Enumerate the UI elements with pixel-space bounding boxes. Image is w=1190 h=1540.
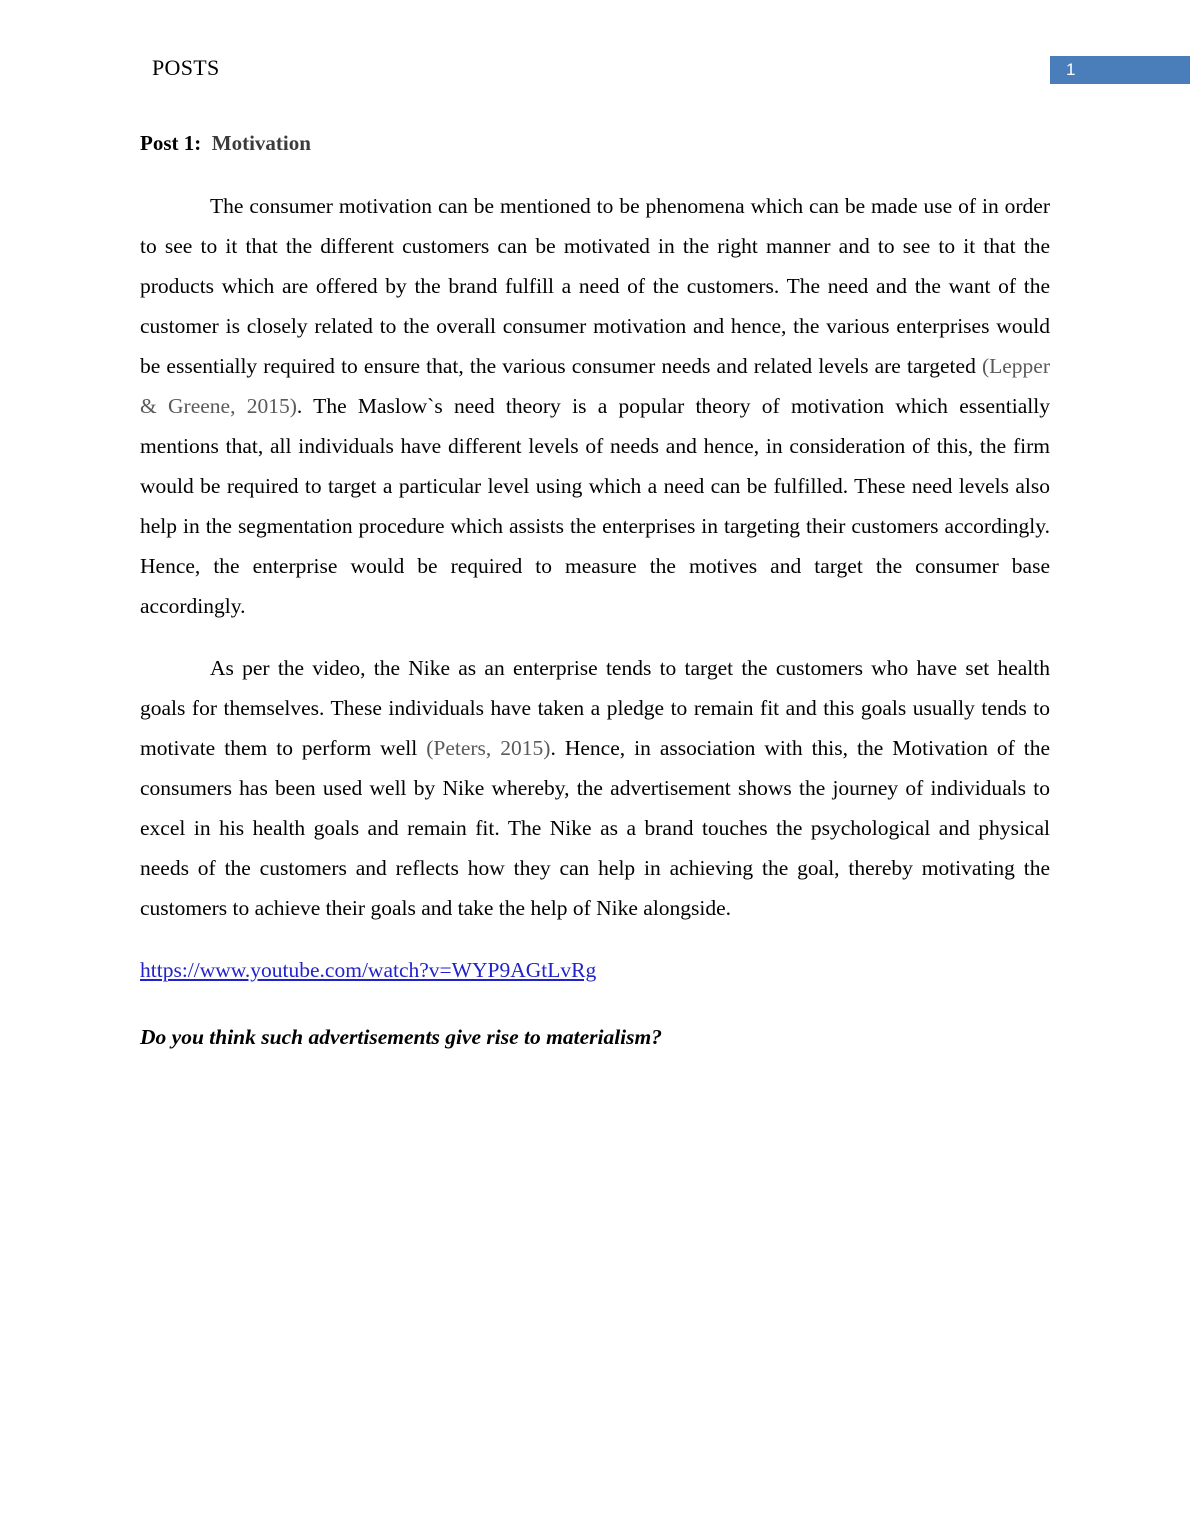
paragraph-text: The consumer motivation can be mentioned to be phenomena which can be made use of in order to see to it that the different customers can be motivated in the right manner and to see to it that the products which are offered by the brand fulfill a need of the customers. The need and the want of the customer is closely related to the overall consumer motivation and hence, the various enterprises would be essentially required to ensure that, the various consumer needs and related levels are targeted [140, 194, 1050, 378]
youtube-video-link[interactable]: https://www.youtube.com/watch?v=WYP9AGtLvRg [140, 958, 597, 982]
paragraph-container [140, 186, 1050, 928]
inline-citation: (Lepper & Greene, 2015) [140, 354, 1050, 418]
header-title: POSTS [152, 55, 220, 80]
paragraph-text: As per the video, the Nike as an enterprise tends to target the customers who have set health goals for themselves. These individuals have taken a pledge to remain fit and this goals usually tends to motivate them to perform well [140, 656, 1050, 760]
document-header [0, 0, 1190, 110]
paragraph-text: . Hence, in association with this, the Motivation of the consumers has been used well by Nike whereby, the advertisement shows the journey of individuals to excel in his health goals and remain fit. The Nike as a brand touches the psychological and physical needs of the customers and reflects how they can help in achieving the goal, thereby motivating the customers to achieve their goals and take the help of Nike alongside. [140, 736, 1051, 920]
media-link-paragraph [140, 950, 1050, 990]
paragraph-text: . The Maslow`s need theory is a popular theory of motivation which essentially mentions that, all individuals have different levels of needs and hence, in consideration of this, the firm would be required to target a particular level using which a need can be fulfilled. These need levels also help in the segmentation procedure which assists the enterprises in targeting their customers accordingly. Hence, the enterprise would be required to measure the motives and target the consumer base accordingly. [140, 394, 1050, 618]
body-paragraph [140, 648, 1050, 928]
body-paragraph [140, 186, 1050, 626]
page-title [140, 128, 1050, 158]
page-body [140, 128, 1050, 1056]
page-number: 1 [1066, 60, 1076, 79]
discussion-question: Do you think such advertisements give rise to materialism? [140, 1025, 662, 1049]
post-label: Post 1: [140, 131, 202, 155]
inline-citation: (Peters, 2015) [426, 736, 551, 760]
page-number-badge [1050, 56, 1190, 84]
post-topic: Motivation [211, 131, 311, 155]
